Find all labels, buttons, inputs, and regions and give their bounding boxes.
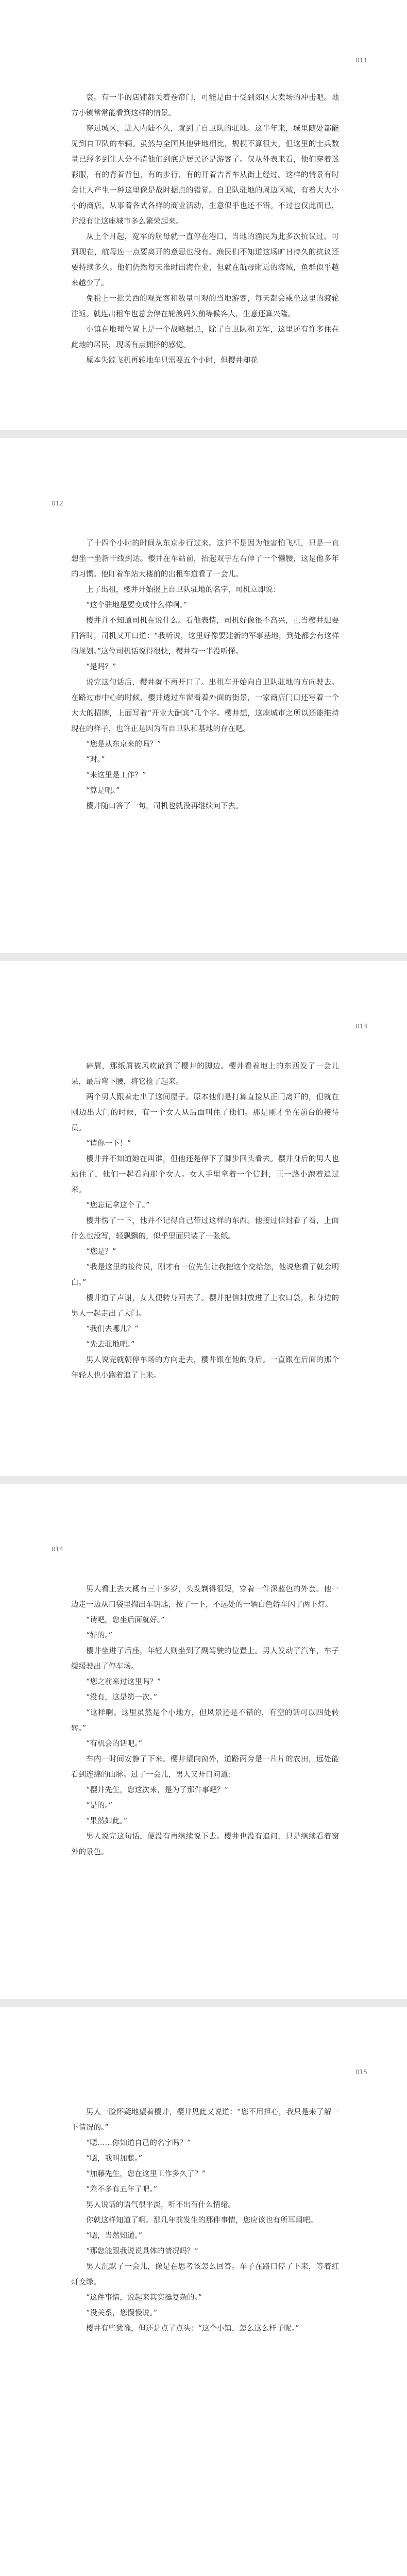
page-015 [0,2007,407,2576]
paragraph: 男人说完就朝停车场的方向走去，樱井跟在他的身后。一直跟在后面的那个年轻人也小跑着追了上来。 [71,1356,339,1380]
paragraph: “请你一下！” [86,1140,131,1148]
paragraph: 男人说完这句话，便没有再继续说下去。樱井也没有追问，只是继续看着窗外的景色。 [71,1833,339,1856]
paragraph: “是吗？” [86,663,116,671]
paragraph: “是的。” [86,1802,113,1810]
paragraph: “没关系，您慢慢说。” [86,2309,158,2317]
paragraph: 哀。有一半的店铺都关着卷帘门，可能是由于受到郊区大卖场的冲击吧。地方小镇常常能看到这样的情景。 [71,94,339,117]
paragraph: 上了出租，樱井开始报上自卫队驻地的名字，司机立即说： [86,586,280,594]
paragraph: 车内一时间安静了下来。樱井望向窗外，道路两旁是一片片的农田，远处能看到连绵的山脉。过了一会儿，男人又开口问道： [71,1755,339,1779]
paragraph: “嗯，我叫加藤。” [86,2155,143,2163]
paragraph: 说完这句话后，樱井就不再开口了。出租车开始向自卫队驻地的方向驶去。在路过市中心的时候，樱井透过车窗看着外面的街景，一家商店门口还写着一个大大的招牌，上面写着“开业大酬宾”几个字。樱井想，这座城市之所以还能维持现在的样子，也许正是因为有自卫队和基地的存在吧。 [71,679,339,733]
page-014 [0,1484,407,1999]
paragraph: 男人沉默了一会儿，像是在思考该怎么回答。车子在路口停了下来，等着红灯变绿。 [71,2263,339,2286]
paragraph: 穿过城区，进入内陆不久，就到了自卫队的驻地。这半年来，城里随处都能见到自卫队的车辆。虽然与全国其他驻地相比，规模不算很大，但这里的士兵数量已经多到让人分不清他们到底是居民还是游客了。仅从外表来看，他们穿着迷彩服，有的背着背包，有的步行，有的开着吉普车从街上经过。这样的情景有时会让人产生一种这里像是战时据点的错觉。自卫队驻地的周边区域，有着大大小小的商店，从事着各式各样的商业活动，生意似乎也还不错。不过也仅此而已，并没有让这座城市多么繁荣起来。 [71,125,339,226]
paragraph: 男人一脸怀疑地望着樱井，樱井见此又说道：“您不用担心，我只是来了解一下情况的。” [71,2108,339,2132]
paragraph: 了十四个小时的时间从东京步行过来。这并不是因为他害怕飞机，只是一直想坐一坐新干线到达。樱井在车站前，抬起双手左右伸了一个懒腰，这是他多年的习惯。他盯着车站大楼前的出租车道看了一会儿。 [71,539,339,579]
paragraph: 两个男人跟着走出了这间屋子。原本他们是打算直接从正门离开的，但就在刚迈出大门的时候，有一个女人从后面叫住了他们。那是刚才坐在前台的接待员。 [71,1093,339,1132]
paragraph: “请吧，您坐后面就好。” [86,1616,165,1624]
paragraph: “嗯，当然知道。” [86,2232,143,2240]
paragraph: “有机会的话吧。” [86,1740,143,1748]
page-number: 015 [355,2069,367,2076]
paragraph: “果然如此。” [86,1817,128,1825]
page-text [71,2105,339,2336]
paragraph: 从上个月起，宽军的航母就一直停在港口，当地的渔民为此多次抗议过。可到现在，航母连一点要离开的意思也没有。渔民们不知道这场旷日持久的抗议还要持续多久。他们仍然每天准时出海作业，但就在航母附近的海域，鱼群似乎越来越少了。 [71,233,339,287]
paragraph: “嗯……你知道自己的名字吗？” [86,2139,191,2147]
page-text [71,1059,339,1383]
paragraph: “樱井先生，您这次来，是为了那件事吧？” [86,1786,228,1794]
page-text [71,90,339,368]
paragraph: “没有，这是第一次。” [86,1693,158,1702]
page-011 [0,0,407,430]
paragraph: “来这里是工作？” [86,771,146,779]
page-013 [0,961,407,1476]
paragraph: “先去驻地吧。” [86,1341,135,1349]
paragraph: “这件事情，说起来其实挺复杂的。” [86,2294,202,2302]
paragraph: “这样啊。这里虽然是个小地方，但风景还是不错的，有空的话可以四处转转。” [71,1709,339,1733]
paragraph: 小镇在地理位置上是一个战略据点，除了自卫队和美军，这里还有许多住在此地的居民，现场有点拥挤的感觉。 [71,326,339,349]
paragraph: “算是吧。” [86,787,120,795]
paragraph: 男人说话的语气很平淡，听不出有什么情绪。 [86,2201,235,2209]
page-012 [0,438,407,953]
paragraph: 樱井有些犹豫，但还是点了点头：“这个小镇，怎么这么样子呢。” [86,2325,299,2333]
paragraph: “您忘记拿这个了。” [86,1201,150,1210]
paragraph: “差不多有五年了吧。” [86,2185,158,2194]
paragraph: “我是这里的接待员，刚才有一位先生让我把这个交给您，他说您看了就会明白。” [71,1263,339,1287]
page-number: 011 [355,57,367,64]
paragraph: 你就这样知道了啊。那几年前发生的那件事情，您应该也有所耳闻吧。 [86,2216,318,2225]
paragraph: “好的。” [86,1632,113,1640]
paragraph: 樱井随口答了一句，司机也就没再继续问下去。 [86,802,243,810]
paragraph: “对。” [86,756,105,764]
paragraph: 樱井坐进了后座，年轻人则坐到了副驾驶的位置上。男人发动了汽车，车子缓缓驶出了停车场。 [71,1647,339,1671]
paragraph: 碎屑，那纸屑被风吹散到了樱井的脚边。樱井看着地上的东西发了一会儿呆，最后弯下腰，将它捡了起来。 [71,1062,339,1086]
paragraph: 免税上一批关西的观光客和数量可观的当地游客，每天都会乘坐这里的渡轮往返。就连出租车也总会停在轮渡码头前等候客人，生意还算兴隆。 [71,295,339,318]
paragraph: “我们去哪儿？” [86,1325,139,1333]
paragraph: 樱井并不知道司机在说什么。看他表情，司机好像很不高兴，正当樱井想要回答时，司机又开口道：“我听说，这里好像要建新的军事基地，到处都会有这样的规划。”这位司机话说得很快，樱井有一半没听懂。 [71,617,339,656]
paragraph: “加藤先生，您在这里工作多久了？” [86,2170,206,2178]
paragraph: 樱井并不知道她在叫谁，但他还是停下了脚步回头看去。樱井身后的男人也站住了，他们一起看向那个女人。女人手里拿着一个信封，正一路小跑着追过来。 [71,1155,339,1194]
page-number: 013 [355,1023,367,1030]
paragraph: 男人看上去大概有三十多岁，头发剃得很短，穿着一件深蓝色的外套。他一边走一边从口袋里掏出车钥匙，按了一下，不远处的一辆白色轿车闪了两下灯。 [71,1585,339,1609]
paragraph: “那您能跟我说说具体的情况吗？” [86,2247,198,2256]
page-number: 014 [52,1546,63,1553]
paragraph: 原本失踪飞机再转地车只需要五个小时，但樱井却花 [86,357,258,365]
paragraph: “您是？” [86,1248,116,1256]
paragraph: 樱井道了声谢，女人便转身回去了。樱井把信封放进了上衣口袋，和身边的男人一起走出了大门。 [71,1294,339,1318]
paragraph: “您是从东京来的吗？” [86,740,161,749]
page-number: 012 [52,500,63,507]
paragraph: “您之前来过这里吗？” [86,1678,161,1686]
page-text [71,1582,339,1860]
page-text [71,536,339,814]
paragraph: “这个驻地是要变成什么样啊。” [86,601,188,609]
paragraph: 樱井愣了一下，他并不记得自己带过这样的东西。他接过信封看了看，上面什么也没写，轻飘飘的，似乎里面只装了一张纸。 [71,1217,339,1241]
